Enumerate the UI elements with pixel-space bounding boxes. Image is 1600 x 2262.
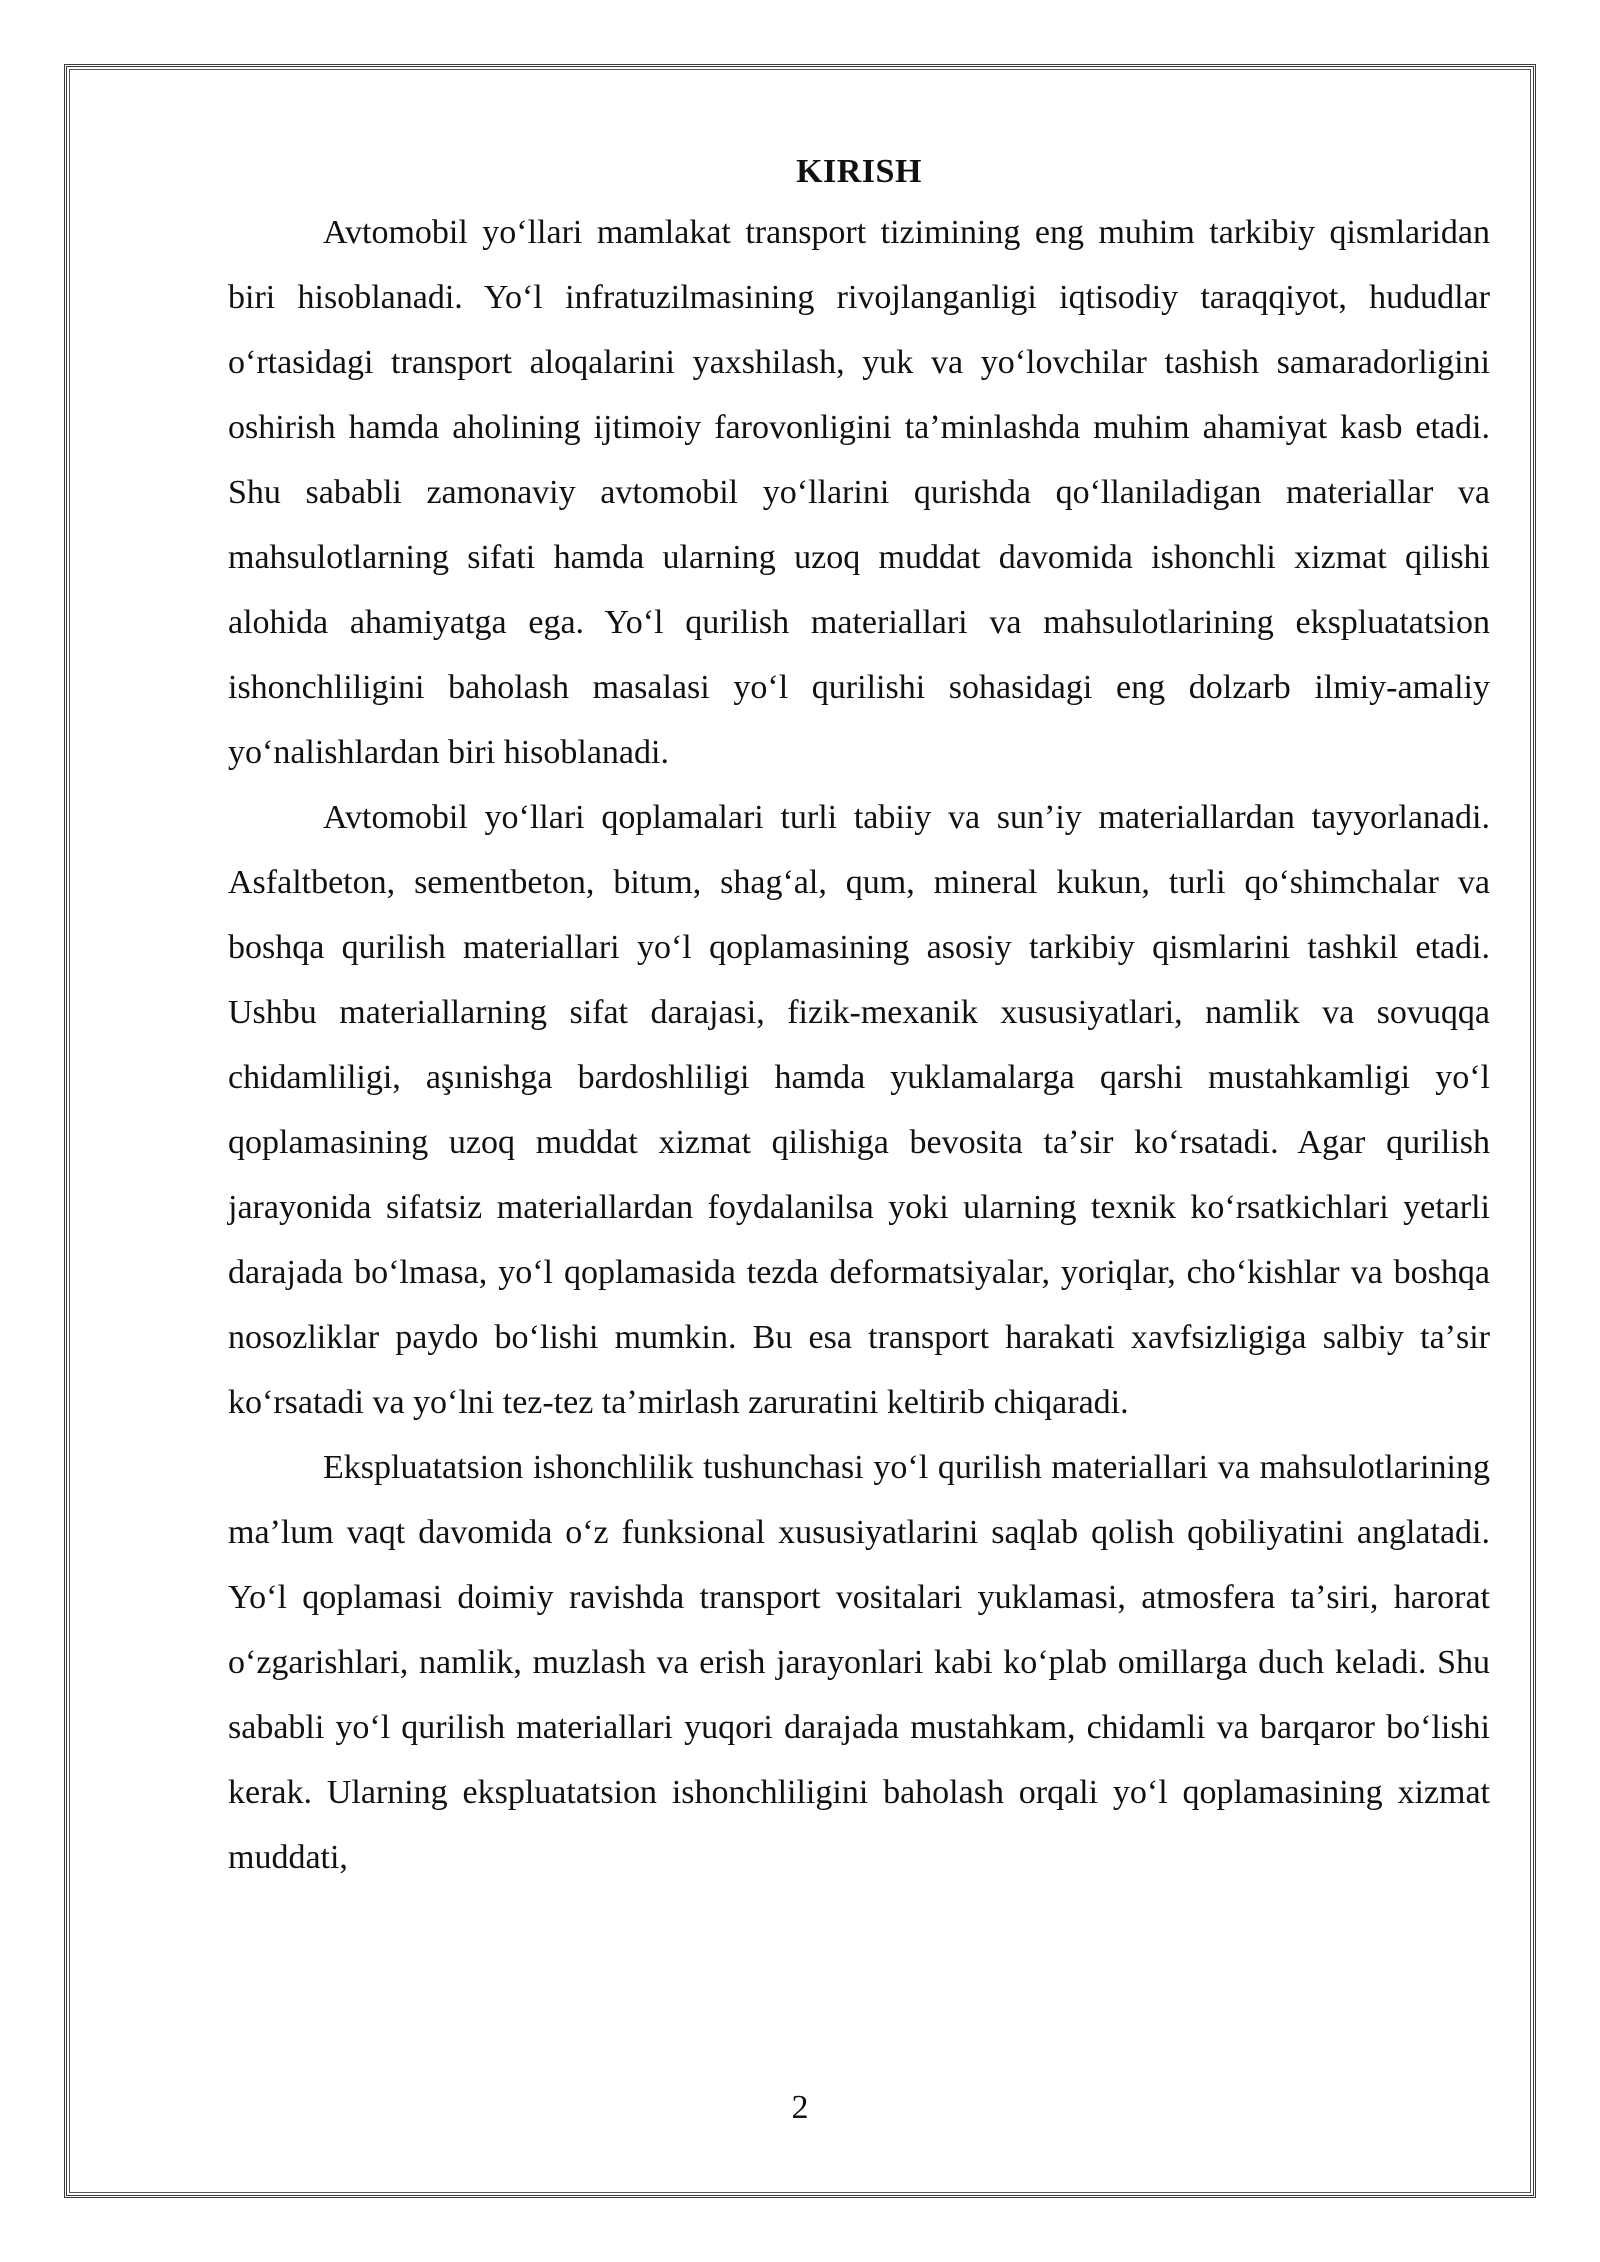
page-number: 2	[791, 2089, 809, 2126]
section-heading: KIRISH	[796, 153, 922, 190]
paragraph-3: Ekspluatatsion ishonchlilik tushunchasi yoʻl qurilish materiallari va mahsulotlarining maʼlum vaqt davomida oʻz funksional xususiyatlarini saqlab qolish qobiliyatini anglatadi. Yoʻl qoplamasi doimiy ravishda transport vositalari yuklamasi, atmosfera taʼsiri, harorat oʻzgarishlari, namlik, muzlash va erish jarayonlari kabi koʻplab omillarga duch keladi. Shu sababli yoʻl qurilish materiallari yuqori darajada mustahkam, chidamli va barqaror boʻlishi kerak. Ularning ekspluatatsion ishonchliligini baholash orqali yoʻl qoplamasining xizmat muddati,	[228, 1449, 1490, 1876]
paragraph-1: Avtomobil yoʻllari mamlakat transport tizimining eng muhim tarkibiy qismlaridan biri hisoblanadi. Yoʻl infratuzilmasining rivojlanganligi iqtisodiy taraqqiyot, hududlar oʻrtasidagi transport aloqalarini yaxshilash, yuk va yoʻlovchilar tashish samaradorligini oshirish hamda aholining ijtimoiy farovonligini taʼminlashda muhim ahamiyat kasb etadi. Shu sababli zamonaviy avtomobil yoʻllarini qurishda qoʻllaniladigan materiallar va mahsulotlarning sifati hamda ularning uzoq muddat davomida ishonchli xizmat qilishi alohida ahamiyatga ega. Yoʻl qurilish materiallari va mahsulotlarining ekspluatatsion ishonchliligini baholash masalasi yoʻl qurilishi sohasidagi eng dolzarb ilmiy-amaliy yoʻnalishlardan biri hisoblanadi.	[228, 214, 1490, 771]
paragraph-2: Avtomobil yoʻllari qoplamalari turli tabiiy va sunʼiy materiallardan tayyorlanadi. Asfaltbeton, sementbeton, bitum, shagʻal, qum, mineral kukun, turli qoʻshimchalar va boshqa qurilish materiallari yoʻl qoplamasining asosiy tarkibiy qismlarini tashkil etadi. Ushbu materiallarning sifat darajasi, fizik-mexanik xususiyatlari, namlik va sovuqqa chidamliligi, aşınishga bardoshliligi hamda yuklamalarga qarshi mustahkamligi yoʻl qoplamasining uzoq muddat xizmat qilishiga bevosita taʼsir koʻrsatadi. Agar qurilish jarayonida sifatsiz materiallardan foydalanilsa yoki ularning texnik koʻrsatkichlari yetarli darajada boʻlmasa, yoʻl qoplamasida tezda deformatsiyalar, yoriqlar, choʻkishlar va boshqa nosozliklar paydo boʻlishi mumkin. Bu esa transport harakati xavfsizligiga salbiy taʼsir koʻrsatadi va yoʻlni tez-tez taʼmirlash zaruratini keltirib chiqaradi.	[228, 799, 1490, 1421]
page-content	[228, 150, 1490, 1890]
